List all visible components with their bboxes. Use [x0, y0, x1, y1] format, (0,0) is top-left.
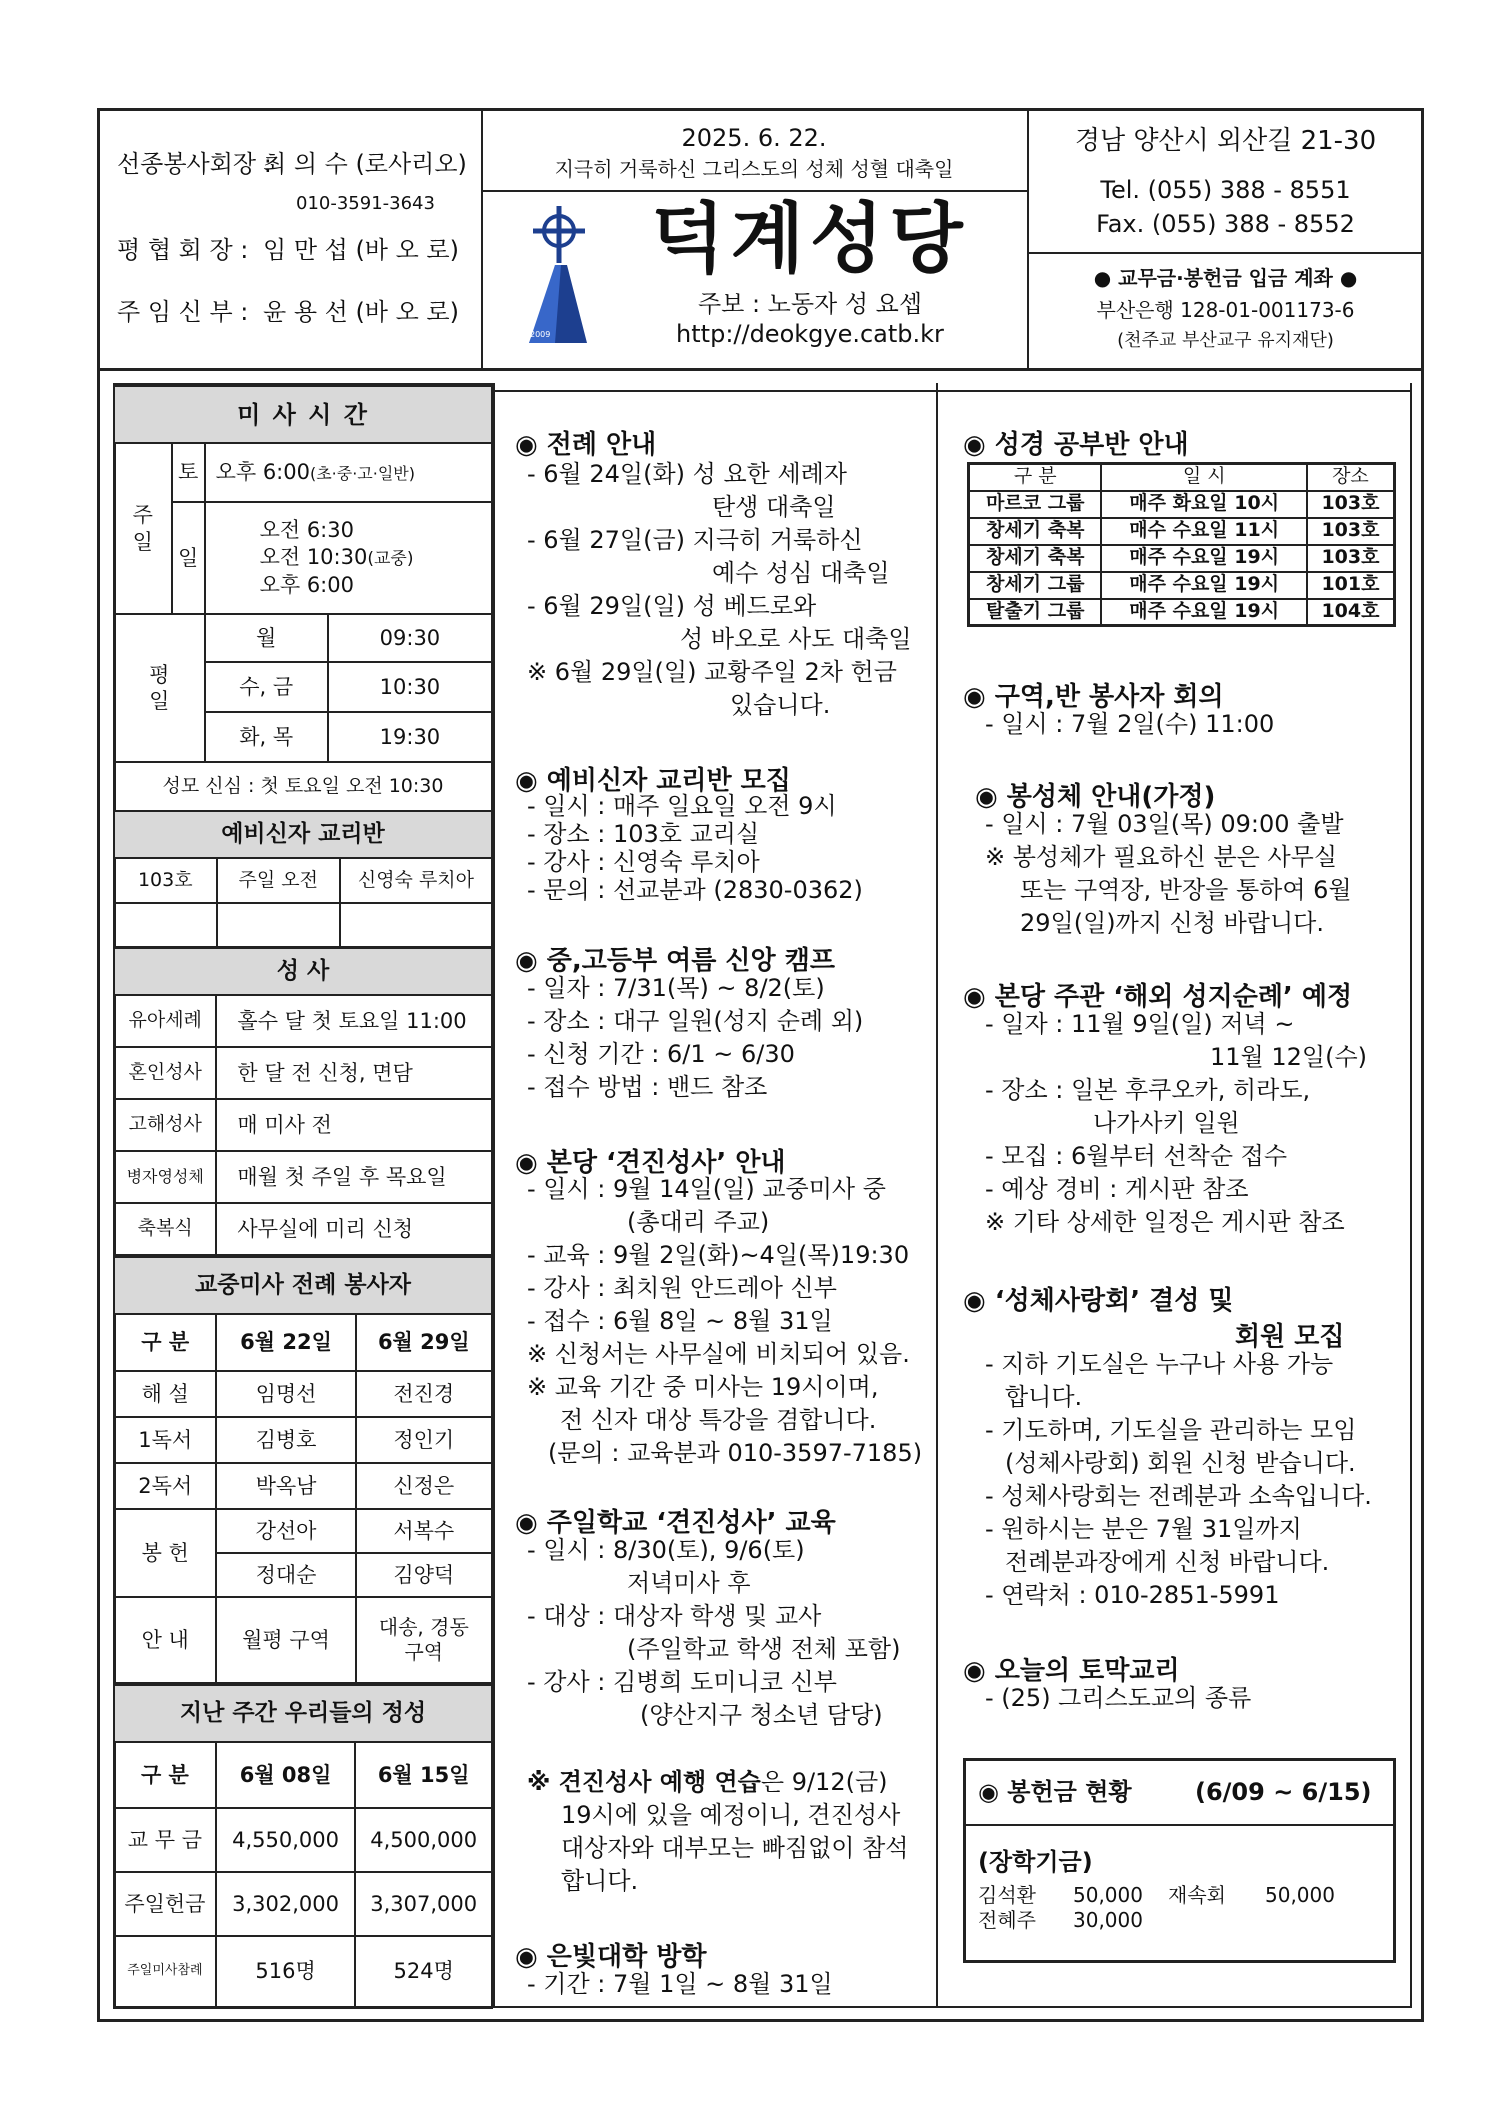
- feast-name: 지극히 거룩하신 그리스도의 성체 성혈 대축일: [554, 157, 954, 181]
- donor-amount: 50,000: [1265, 1883, 1335, 1907]
- server-name: 정인기: [356, 1417, 492, 1463]
- sacrament-name: 혼인성사: [114, 1047, 216, 1099]
- chairman-name: 최 의 수 (로사리오): [263, 150, 467, 178]
- bible-time: 매주 수요일 19시: [1101, 599, 1306, 626]
- notice-line: - 6월 29일(일) 성 베드로와: [527, 592, 817, 620]
- finance-head: 6월 08일: [216, 1742, 356, 1808]
- notice-line: - 일시 : 7월 2일(수) 11:00: [985, 710, 1275, 738]
- notice-line: ※ 교육 기간 중 미사는 19시이며,: [527, 1373, 879, 1401]
- finance-value: 4,500,000: [355, 1808, 492, 1872]
- bible-group: 창세기 축복: [969, 518, 1102, 545]
- donation-subtitle: (장학기금): [978, 1848, 1093, 1876]
- finance-value: 3,302,000: [216, 1872, 356, 1936]
- empty-cell: [114, 903, 217, 947]
- bible-time: 매주 수요일 19시: [1101, 545, 1306, 572]
- sunday-mass-3: 오후 6:00: [259, 572, 354, 597]
- bible-time: 매주 화요일 10시: [1101, 491, 1306, 518]
- account-holder: (천주교 부산교구 유지재단): [1117, 330, 1334, 351]
- eucharist-love-title-2: 회원 모집: [1235, 1322, 1345, 1352]
- notice-line: - 강사 : 신영숙 루치아: [527, 848, 760, 876]
- youth-camp-title: ◉ 중,고등부 여름 신앙 캠프: [515, 946, 835, 976]
- donation-period: (6/09 ~ 6/15): [1195, 1778, 1372, 1806]
- donor-amount: 50,000: [1073, 1883, 1143, 1907]
- sunday-school-confirmation-title: ◉ 주일학교 ‘견진성사’ 교육: [515, 1508, 836, 1538]
- chairman-label: 선종봉사회장 :: [117, 150, 272, 178]
- notice-line: 있습니다.: [730, 691, 831, 719]
- bible-group: 탈출기 그룹: [969, 599, 1102, 626]
- servers-head: 6월 22일: [216, 1314, 355, 1371]
- notice-line: (문의 : 교육분과 010-3597-7185): [548, 1439, 923, 1467]
- bible-room: 103호: [1307, 545, 1395, 572]
- weekday-day: 월: [205, 614, 328, 662]
- servers-head: 구 분: [114, 1314, 216, 1371]
- bible-room: 103호: [1307, 518, 1395, 545]
- notice-line: 11월 12일(수): [1210, 1043, 1367, 1071]
- pastor-name: 윤 용 선 (바 오 로): [263, 298, 459, 326]
- sacrament-name: 축복식: [114, 1203, 216, 1255]
- sunday-day-label: 일: [172, 502, 205, 614]
- pilgrimage-title: ◉ 본당 주관 ‘해외 성지순례’ 예정: [963, 982, 1353, 1012]
- rehearsal-rest: 은 9/12(금): [760, 1768, 888, 1796]
- finance-value: 524명: [355, 1936, 492, 2007]
- notice-line: - 신청 기간 : 6/1 ~ 6/30: [527, 1040, 795, 1068]
- rehearsal-notice-line: [527, 1768, 888, 1797]
- sacrament-name: 병자영성체: [114, 1151, 216, 1203]
- sacrament-desc: 매 미사 전: [216, 1099, 492, 1151]
- mass-times-title: 미 사 시 간: [114, 386, 492, 443]
- confirmation-notice-title: ◉ 본당 ‘견진성사’ 안내: [515, 1148, 786, 1178]
- weekday-day: 화, 목: [205, 712, 328, 762]
- weekday-day: 수, 금: [205, 662, 328, 712]
- mid-right-top: [494, 390, 1410, 392]
- notice-line: ※ 기타 상세한 일정은 게시판 참조: [985, 1208, 1345, 1236]
- notice-line: - 일자 : 11월 9일(일) 저녁 ~: [985, 1010, 1295, 1038]
- bible-study-table: [967, 462, 1396, 627]
- logo-year: 2009: [530, 330, 551, 339]
- catechumen-title: 예비신자 교리반: [114, 811, 492, 858]
- saturday-label: 토: [172, 443, 205, 502]
- finance-value: 3,307,000: [355, 1872, 492, 1936]
- notice-line: ※ 봉성체가 필요하신 분은 사무실: [985, 843, 1338, 871]
- mid-right-bottom: [494, 2006, 1410, 2008]
- sunday-mass-2-time: 오전 10:30: [259, 545, 368, 570]
- saturday-mass-note: (초·중·고·일반): [309, 464, 416, 484]
- bible-group: 마르코 그룹: [969, 491, 1102, 518]
- website-link[interactable]: http://deokgye.catb.kr: [676, 320, 944, 348]
- notice-line: - 장소 : 103호 교리실: [527, 820, 760, 848]
- notice-line: - 일시 : 매주 일요일 오전 9시: [527, 792, 837, 820]
- notice-line: - 대상 : 대상자 학생 및 교사: [527, 1602, 822, 1630]
- notice-line: - 일자 : 7/31(목) ~ 8/2(토): [527, 974, 825, 1002]
- header-separator: [97, 368, 1424, 371]
- notice-line: - 장소 : 대구 일원(성지 순례 외): [527, 1007, 864, 1035]
- catechumen-notice-title: ◉ 예비신자 교리반 모집: [515, 766, 791, 796]
- notice-line: 탄생 대축일: [712, 493, 836, 521]
- server-name: 김양덕: [356, 1553, 492, 1597]
- notice-line: 합니다.: [1005, 1383, 1083, 1411]
- doctrine-title: ◉ 오늘의 토막교리: [963, 1656, 1180, 1686]
- notice-line: - 접수 방법 : 밴드 참조: [527, 1073, 768, 1101]
- finance-value: 516명: [216, 1936, 356, 2007]
- rehearsal-bold: ※ 견진성사 예행 연습: [527, 1768, 761, 1796]
- saturday-mass-time: 오후 6:00: [215, 460, 310, 485]
- notice-line: - 강사 : 최치원 안드레아 신부: [527, 1274, 837, 1302]
- bible-head: 일 시: [1101, 464, 1306, 491]
- weekday-time: 19:30: [328, 712, 492, 762]
- bible-time: 매수 수요일 11시: [1101, 518, 1306, 545]
- finance-name: 주일헌금: [114, 1872, 216, 1936]
- bible-head: 장소: [1307, 464, 1395, 491]
- sacraments-table: [113, 947, 493, 1256]
- donor-name: 재속회: [1168, 1883, 1226, 1907]
- mass-times-table: [113, 385, 493, 812]
- sacrament-desc: 사무실에 미리 신청: [216, 1203, 492, 1255]
- saturday-mass: [205, 443, 492, 502]
- finance-head: 구 분: [114, 1742, 216, 1808]
- finance-title: 지난 주간 우리들의 정성: [114, 1685, 492, 1742]
- notice-line: - 지하 기도실은 누구나 사용 가능: [985, 1350, 1334, 1378]
- notice-line: 예수 성심 대축일: [712, 559, 890, 587]
- notice-line: 전 신자 대상 특강을 겸합니다.: [560, 1406, 877, 1434]
- notice-line: 나가사키 일원: [1093, 1109, 1240, 1137]
- tel-number: Tel. (055) 388 - 8551: [1100, 176, 1351, 204]
- weekday-time: 10:30: [328, 662, 492, 712]
- guide-b: 대송, 경동 구역: [356, 1597, 492, 1683]
- notice-line: - 강사 : 김병희 도미니코 신부: [527, 1668, 837, 1696]
- marian-devotion: 성모 신심 : 첫 토요일 오전 10:30: [114, 762, 492, 811]
- notice-line: - 원하시는 분은 7월 31일까지: [985, 1515, 1302, 1543]
- church-address: 경남 양산시 외산길 21-30: [1074, 126, 1377, 156]
- donation-divider: [963, 1824, 1396, 1826]
- notice-line: 전례분과장에게 신청 바랍니다.: [1005, 1548, 1330, 1576]
- sacrament-desc: 홀수 달 첫 토요일 11:00: [216, 995, 492, 1047]
- notice-line: - 일시 : 8/30(토), 9/6(토): [527, 1536, 805, 1564]
- guide-a: 월평 구역: [216, 1597, 355, 1683]
- fax-number: Fax. (055) 388 - 8552: [1096, 210, 1355, 238]
- liturgy-notice-title: ◉ 전례 안내: [515, 430, 657, 460]
- notice-line: 대상자와 대부모는 빠짐없이 참석: [561, 1834, 909, 1862]
- notice-line: - 성체사랑회는 전례분과 소속입니다.: [985, 1482, 1372, 1510]
- bible-group: 창세기 축복: [969, 545, 1102, 572]
- notice-line: - 일시 : 7월 03일(목) 09:00 출발: [985, 810, 1344, 838]
- right-column-border: [1410, 383, 1412, 2008]
- catechumen-room: 103호: [114, 858, 217, 903]
- volunteer-meeting-title: ◉ 구역,반 봉사자 회의: [963, 682, 1224, 712]
- church-title: 덕계성당: [651, 194, 969, 283]
- bible-study-title: ◉ 성경 공부반 안내: [963, 430, 1189, 460]
- notice-line: 성 바오로 사도 대축일: [680, 625, 912, 653]
- server-name: 정대순: [216, 1553, 355, 1597]
- server-role: 2독서: [114, 1463, 216, 1509]
- finance-head: 6월 15일: [355, 1742, 492, 1808]
- eucharist-love-title: ◉ ‘성체사랑회’ 결성 및: [963, 1286, 1234, 1316]
- sunday-mass-2: [260, 544, 489, 571]
- sacraments-title: 성 사: [114, 948, 492, 995]
- offering-role: 봉 헌: [114, 1509, 216, 1597]
- donor-name: 김석환: [978, 1883, 1036, 1907]
- bank-account: 부산은행 128-01-001173-6: [1096, 298, 1355, 322]
- pastor-label: 주 임 신 부 :: [117, 298, 249, 326]
- notice-line: 합니다.: [561, 1867, 639, 1895]
- notice-line: (성체사랑회) 회원 신청 받습니다.: [1005, 1449, 1356, 1477]
- notice-line: - 접수 : 6월 8일 ~ 8월 31일: [527, 1307, 833, 1335]
- server-role: 해 설: [114, 1371, 216, 1417]
- sacrament-name: 유아세례: [114, 995, 216, 1047]
- bulletin-date: 2025. 6. 22.: [681, 124, 827, 152]
- donation-title: ◉ 봉헌금 현황: [978, 1778, 1132, 1806]
- notice-line: - (25) 그리스도교의 종류: [985, 1684, 1252, 1712]
- notice-line: ※ 신청서는 사무실에 비치되어 있음.: [527, 1340, 910, 1368]
- header-right-divider: [1027, 252, 1424, 254]
- notice-line: (양산지구 청소년 담당): [640, 1701, 883, 1729]
- silver-college-title: ◉ 은빛대학 방학: [515, 1942, 707, 1972]
- notice-line: - 장소 : 일본 후쿠오카, 히라도,: [985, 1076, 1311, 1104]
- sunday-mass-times: [205, 502, 492, 614]
- notice-line: - 6월 24일(화) 성 요한 세례자: [527, 460, 847, 488]
- bible-time: 매주 수요일 19시: [1101, 572, 1306, 599]
- notice-line: - 연락처 : 010-2851-5991: [985, 1581, 1280, 1609]
- catechumen-table: [113, 810, 493, 948]
- notice-line: 29일(일)까지 신청 바랍니다.: [1020, 909, 1324, 937]
- chairman-phone: 010-3591-3643: [296, 193, 435, 214]
- notice-line: (총대리 주교): [627, 1208, 770, 1236]
- weekday-time: 09:30: [328, 614, 492, 662]
- bible-room: 104호: [1307, 599, 1395, 626]
- sunday-label: 주 일: [114, 443, 172, 614]
- notice-line: 또는 구역장, 반장을 통하여 6월: [1020, 876, 1352, 904]
- notice-line: - 일시 : 9월 14일(일) 교중미사 중: [527, 1175, 886, 1203]
- header-center-divider: [481, 190, 1027, 192]
- finance-name: 교 무 금: [114, 1808, 216, 1872]
- donor-amount: 30,000: [1073, 1908, 1143, 1932]
- catechumen-teacher: 신영숙 루치아: [340, 858, 492, 903]
- server-name: 강선아: [216, 1509, 355, 1553]
- bible-head: 구 분: [969, 464, 1102, 491]
- bible-group: 창세기 그룹: [969, 572, 1102, 599]
- sacrament-desc: 한 달 전 신청, 면담: [216, 1047, 492, 1099]
- bible-room: 101호: [1307, 572, 1395, 599]
- server-name: 전진경: [356, 1371, 492, 1417]
- notice-line: 저녁미사 후: [627, 1569, 751, 1597]
- notice-line: - 교육 : 9월 2일(화)~4일(목)19:30: [527, 1241, 910, 1269]
- sacrament-name: 고해성사: [114, 1099, 216, 1151]
- server-name: 서복수: [356, 1509, 492, 1553]
- notice-line: - 모집 : 6월부터 선착순 접수: [985, 1142, 1287, 1170]
- patron-saint: 주보 : 노동자 성 요셉: [697, 290, 923, 318]
- servers-table: [113, 1256, 493, 1684]
- notice-line: - 문의 : 선교분과 (2830-0362): [527, 876, 863, 904]
- server-role: 1독서: [114, 1417, 216, 1463]
- catechumen-time: 주일 오전: [217, 858, 340, 903]
- sunday-mass-2-note: (교중): [367, 549, 414, 570]
- empty-cell: [217, 903, 340, 947]
- middle-column-divider: [936, 383, 938, 2008]
- notice-line: (주일학교 학생 전체 포함): [627, 1635, 901, 1663]
- home-communion-title: ◉ 봉성체 안내(가정): [975, 782, 1216, 812]
- empty-cell: [340, 903, 492, 947]
- servers-title: 교중미사 전례 봉사자: [114, 1257, 492, 1314]
- notice-line: - 기간 : 7월 1일 ~ 8월 31일: [527, 1970, 833, 1998]
- account-title: ● 교무금·봉헌금 입금 계좌 ●: [1093, 266, 1358, 290]
- finance-value: 4,550,000: [216, 1808, 356, 1872]
- notice-line: - 예상 경비 : 게시판 참조: [985, 1175, 1249, 1203]
- council-name: 임 만 섭 (바 오 로): [263, 236, 459, 264]
- server-name: 박옥남: [216, 1463, 355, 1509]
- donor-name: 전혜주: [978, 1908, 1036, 1932]
- notice-line: 19시에 있을 예정이니, 견진성사: [561, 1801, 901, 1829]
- server-name: 신정은: [356, 1463, 492, 1509]
- finance-table: [113, 1684, 493, 2008]
- guide-role: 안 내: [114, 1597, 216, 1683]
- server-name: 임명선: [216, 1371, 355, 1417]
- council-label: 평 협 회 장 :: [117, 236, 249, 264]
- servers-head: 6월 29일: [356, 1314, 492, 1371]
- sacrament-desc: 매월 첫 주일 후 목요일: [216, 1151, 492, 1203]
- notice-line: - 기도하며, 기도실을 관리하는 모임: [985, 1416, 1357, 1444]
- bible-room: 103호: [1307, 491, 1395, 518]
- server-name: 김병호: [216, 1417, 355, 1463]
- weekday-label: 평 일: [114, 614, 205, 762]
- finance-name: 주일미사참례: [114, 1936, 216, 2007]
- notice-line: ※ 6월 29일(일) 교황주일 2차 헌금: [527, 658, 897, 686]
- notice-line: - 6월 27일(금) 지극히 거룩하신: [527, 526, 863, 554]
- church-logo-icon: [525, 203, 590, 345]
- sunday-mass-1: 오전 6:30: [259, 518, 354, 543]
